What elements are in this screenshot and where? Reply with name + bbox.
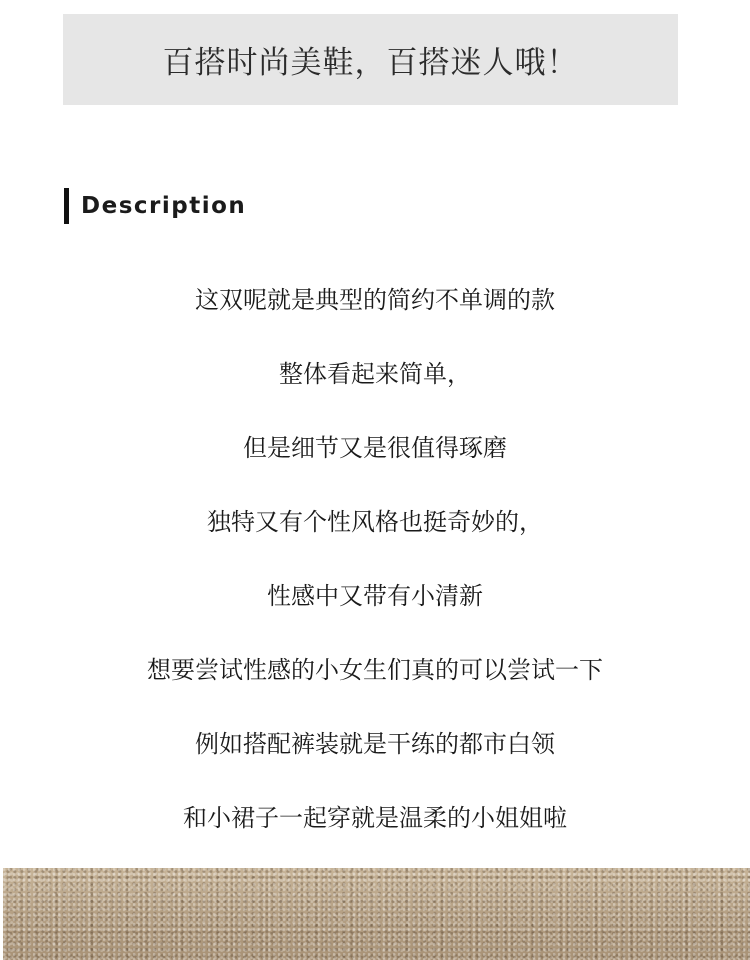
- description-line: 性感中又带有小清新: [267, 582, 483, 610]
- description-line: 例如搭配裤装就是干练的都市白领: [195, 730, 555, 758]
- description-line: 独特又有个性风格也挺奇妙的，: [207, 508, 543, 536]
- description-line: 这双呢就是典型的简约不单调的款: [195, 286, 555, 314]
- carpet-photo: [3, 868, 750, 960]
- description-line: 和小裙子一起穿就是温柔的小姐姐啦: [183, 804, 567, 832]
- header-banner: [63, 14, 678, 105]
- description-line: 想要尝试性感的小女生们真的可以尝试一下: [147, 656, 603, 684]
- section-accent-bar: [64, 188, 69, 224]
- description-line: 整体看起来简单，: [279, 360, 471, 388]
- section-title: Description: [81, 193, 247, 219]
- description-list: [0, 280, 750, 872]
- description-line: 但是细节又是很值得琢磨: [243, 434, 507, 462]
- banner-title: 百搭时尚美鞋，百搭迷人哦！: [162, 45, 579, 81]
- section-header: [64, 188, 246, 224]
